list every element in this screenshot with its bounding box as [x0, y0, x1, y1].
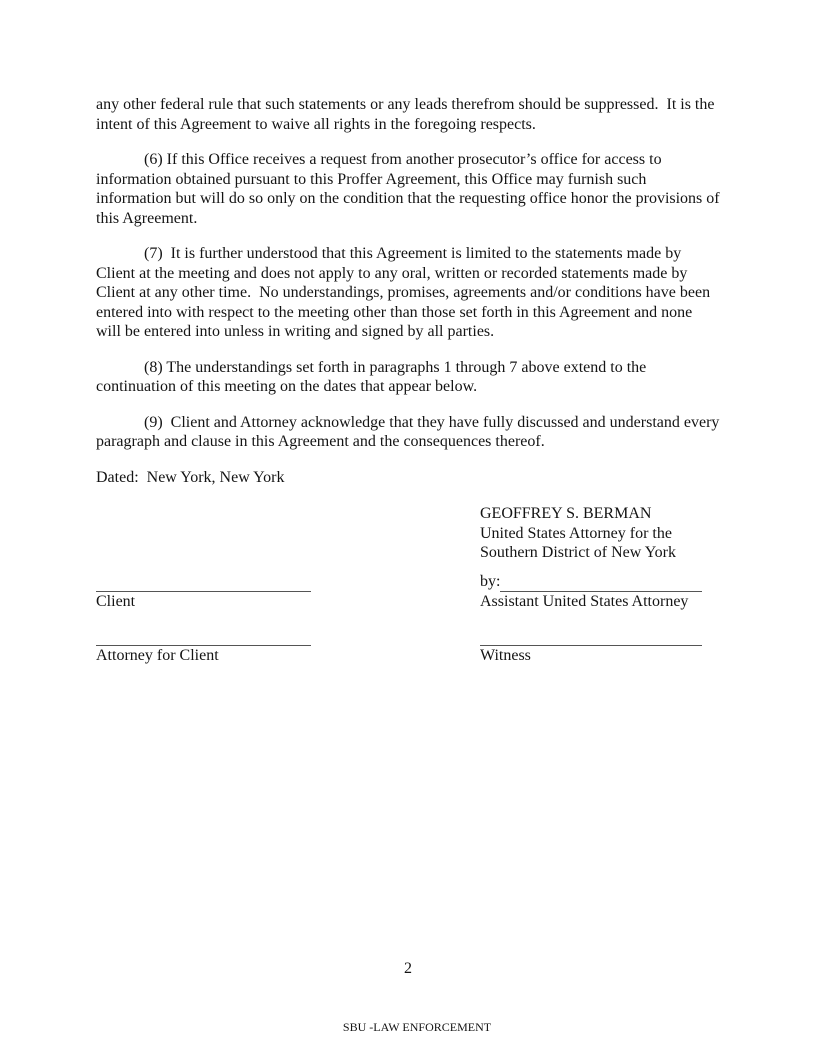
page-number: 2 [404, 960, 412, 977]
paragraph-7: (7) It is further understood that this Agreement is limited to the statements made by Client at the meeting and does not apply to any oral, written or recorded statements made by Client at any other time. No understandings, promises, agreements and/or conditions have been entered into with respect to the meeting other than those set forth in this Agreement and none will be entered into unless in writing and signed by all parties. [96, 245, 715, 340]
attorney-for-client-signature-line [96, 626, 311, 646]
attorney-title-line-2: Southern District of New York [480, 544, 676, 561]
us-attorney-block [480, 504, 720, 563]
client-signature-block [96, 572, 311, 612]
witness-signature-line [480, 626, 702, 646]
paragraph-continuation: any other federal rule that such statements or any leads therefrom should be suppressed. It is the intent of this Agreement to waive all rights in the foregoing respects. [96, 96, 719, 133]
signature-row-2 [96, 626, 720, 666]
assistant-signature-block [480, 572, 702, 612]
paragraph-6: (6) If this Office receives a request from another prosecutor’s office for access to information obtained pursuant to this Proffer Agreement, this Office may furnish such information but will do so only on the condition that the requesting office honor the provisions of this Agreement. [96, 151, 724, 227]
paragraph-8: (8) The understandings set forth in paragraphs 1 through 7 above extend to the continuation of this meeting on the dates that appear below. [96, 358, 651, 395]
paragraph-9: (9) Client and Attorney acknowledge that they have fully discussed and understand every paragraph and clause in this Agreement and the consequences thereof. [96, 413, 724, 450]
assistant-attorney-label: Assistant United States Attorney [480, 592, 689, 610]
attorney-for-client-label: Attorney for Client [96, 647, 219, 664]
witness-label: Witness [480, 647, 531, 664]
attorney-title-line-1: United States Attorney for the [480, 524, 672, 542]
attorney-name: GEOFFREY S. BERMAN [480, 505, 652, 522]
signature-row-1 [96, 572, 720, 612]
by-label: by: [480, 573, 501, 590]
attorney-for-client-signature-block [96, 626, 311, 666]
dated-line: Dated: New York, New York [96, 468, 285, 486]
witness-signature-block [480, 626, 702, 666]
by-signature-line-row [480, 572, 702, 592]
client-signature-line [96, 572, 311, 592]
footer-classification: SBU -LAW ENFORCEMENT [342, 1020, 492, 1034]
document-body [96, 95, 724, 666]
client-label: Client [96, 592, 136, 610]
assistant-signature-line [500, 572, 702, 592]
